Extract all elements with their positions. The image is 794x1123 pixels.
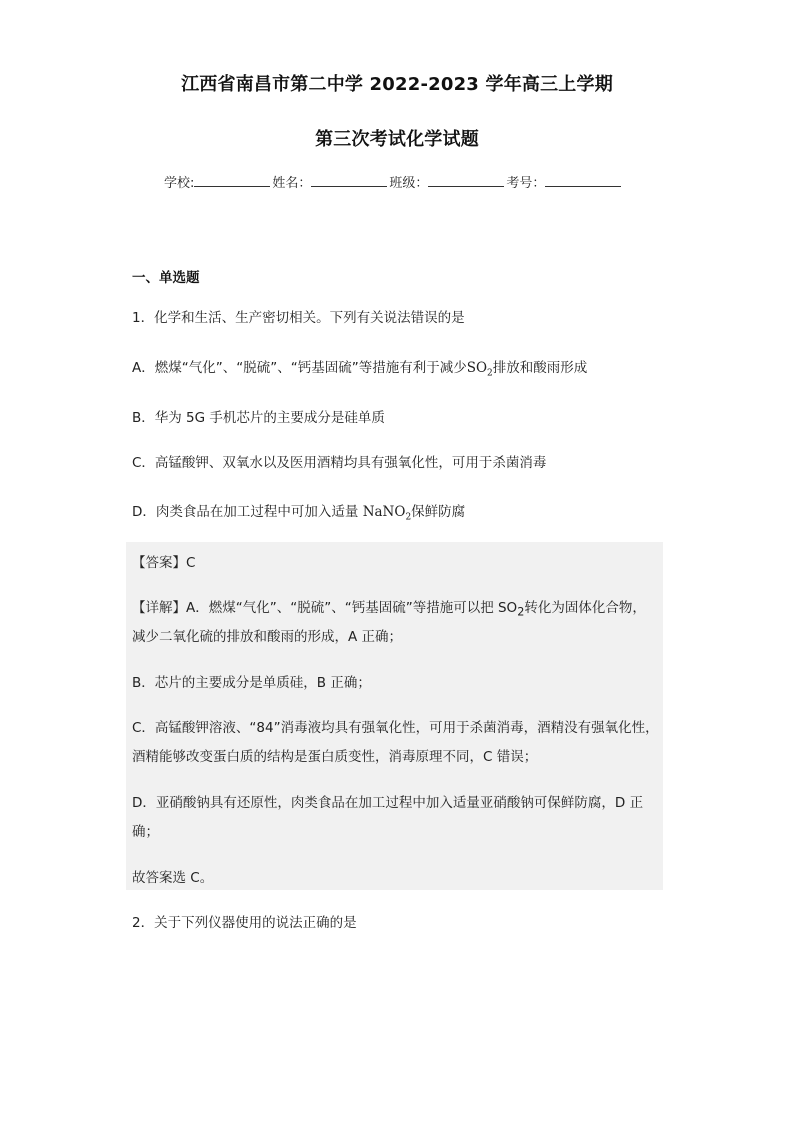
question-1-option-c: C．高锰酸钾、双氧水以及医用酒精均具有强氧化性，可用于杀菌消毒 [132, 455, 547, 471]
document-subtitle: 第三次考试化学试题 [315, 129, 479, 150]
detail-d-line-1: D．亚硝酸钠具有还原性，肉类食品在加工过程中加入适量亚硝酸钠可保鲜防腐，D 正 [132, 795, 644, 811]
question-1-option-a [132, 356, 587, 379]
detail-line-1 [132, 596, 646, 619]
question-1-option-b: B．华为 5G 手机芯片的主要成分是硅单质 [132, 410, 385, 426]
detail-c-line-1: C．高锰酸钾溶液、“84”消毒液均具有强氧化性，可用于杀菌消毒，酒精没有强氧化性， [132, 720, 659, 736]
detail-a-text: 【详解】A．燃煤“气化”、“脱硫”、“钙基固硫”等措施可以把 SO [132, 600, 518, 616]
school-label: 学校: [164, 176, 195, 191]
option-a-text: A．燃煤“气化”、“脱硫”、“钙基固硫”等措施有利于减少 [132, 360, 467, 376]
conclusion-line: 故答案选 C。 [132, 870, 214, 886]
question-2-stem: 2．关于下列仪器使用的说法正确的是 [132, 915, 357, 931]
exam-no-blank [545, 173, 621, 187]
student-info-line [164, 172, 623, 191]
option-d-suffix: 保鲜防腐 [411, 504, 466, 520]
class-blank [428, 173, 504, 187]
name-blank [311, 173, 387, 187]
option-a-subscript: 2 [487, 368, 493, 379]
detail-c-line-2: 酒精能够改变蛋白质的结构是蛋白质变性，消毒原理不同，C 错误； [132, 749, 538, 765]
detail-a-suffix: 转化为固体化合物， [524, 600, 646, 616]
detail-line-2: 减少二氧化硫的排放和酸雨的形成，A 正确； [132, 629, 403, 645]
detail-b: B．芯片的主要成分是单质硅，B 正确； [132, 675, 371, 691]
option-d-formula: NaNO [362, 504, 406, 520]
document-title: 江西省南昌市第二中学 2022-2023 学年高三上学期 [181, 74, 613, 95]
detail-a-subscript: 2 [517, 605, 525, 619]
exam-no-label: 考号： [506, 176, 546, 191]
school-blank [194, 173, 270, 187]
answer-line: 【答案】C [132, 555, 196, 571]
question-1-option-d [132, 500, 465, 523]
section-heading: 一、单选题 [132, 270, 200, 286]
name-label: 姓名： [272, 176, 312, 191]
option-a-formula: SO [466, 360, 488, 376]
option-a-suffix: 排放和酸雨形成 [492, 360, 588, 376]
class-label: 班级： [389, 176, 429, 191]
question-1-stem: 1．化学和生活、生产密切相关。下列有关说法错误的是 [132, 310, 465, 326]
option-d-subscript: 2 [405, 512, 412, 523]
detail-d-line-2: 确； [132, 824, 159, 840]
option-d-text: D．肉类食品在加工过程中可加入适量 [132, 504, 363, 520]
